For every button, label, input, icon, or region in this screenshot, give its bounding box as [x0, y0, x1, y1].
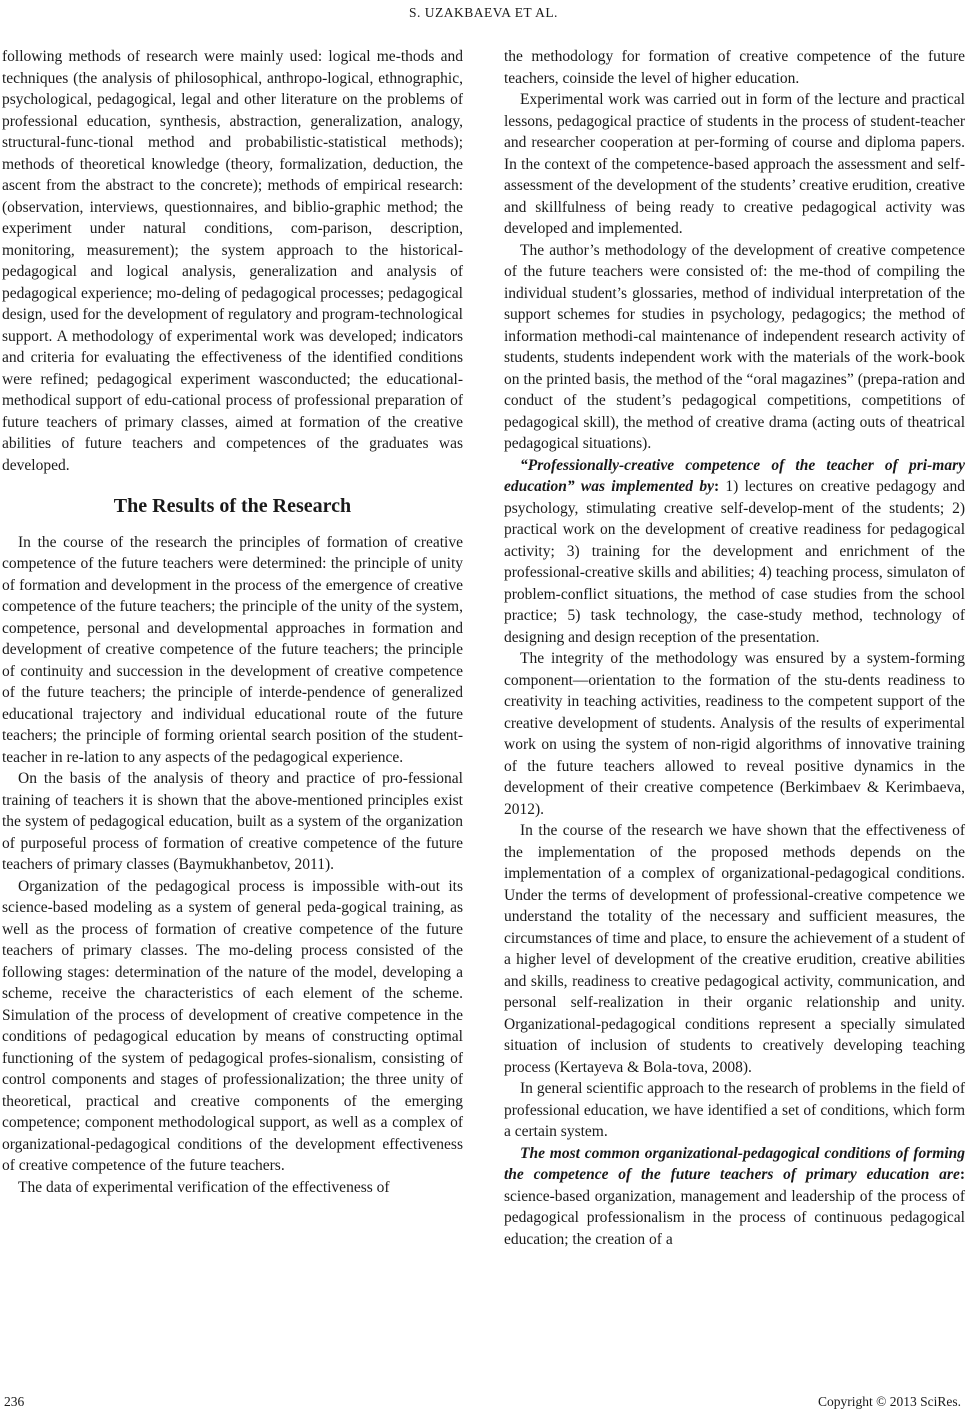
- body-paragraph: [504, 455, 965, 649]
- left-column: [2, 46, 463, 1198]
- page-number: 236: [4, 1394, 25, 1409]
- emphasis-text: The most common organizational-pedagogical conditions of forming the competence of the future teachers of primary education are: [504, 1144, 965, 1183]
- body-paragraph: On the basis of the analysis of theory and practice of pro-fessional training of teachers it is shown that the above-mentioned principles exist the system of pedagogical education, built as a system of the organization of purposeful process of formation of creative competence of the future teachers of primary classes (Baymukhanbetov, 2011).: [2, 770, 463, 873]
- body-paragraph: [504, 1143, 965, 1251]
- right-column: [504, 46, 965, 1250]
- body-text: 1) lectures on creative pedagogy and psychology, stimulating creative self-develop-ment of the students; 2) practical work on the development of creative readiness for pedagogical activity; 3) training for the development and enrichment of the professional-creative skills and abilities; 4) teaching process, simulaton of problem-conflict situations, the method of case studies from the school practice; 5) task technology, the case-study method, technology of designing and design reception of the presentation.: [504, 478, 965, 646]
- body-paragraph: The integrity of the methodology was ensured by a system-forming component—orientation to the formation of the stu-dents readiness to creativity in teaching activities, readiness to the competent support of the creative development of students. Analysis of the results of experimental work on using the system of non-rigid algorithms of innovative training of the future teachers allowed to reveal positive dynamics in the development of their creative competence (Berkimbaev & Kerimbaeva, 2012).: [504, 650, 965, 818]
- body-paragraph: the methodology for formation of creative competence of the future teachers, coinside the level of higher education.: [504, 48, 965, 87]
- body-paragraph: In general scientific approach to the research of problems in the field of professional education, we have identified a set of conditions, which form a certain system.: [504, 1080, 965, 1140]
- body-text: science-based organization, management and leadership of the process of pedagogical professionalism in the process of continuous pedagogical education; the creation of a: [504, 1187, 965, 1248]
- section-heading: The Results of the Research: [113, 495, 352, 517]
- body-paragraph: The data of experimental verification of the effectiveness of: [18, 1178, 390, 1196]
- body-paragraph: The author’s methodology of the development of creative competence of the future teachers were consisted of: the me-thod of compiling the individual student’s glossaries, method of individual interpretation of the support schemes for studies in psychology, pedagogics; the method of information methodi-cal maintenance of independent research activity of students, students independent work with the materials of the work-book on the printed basis, the method of the “oral magazines” (prepa-ration and conduct of the student’s pedagogical competitions, competitions of pedagogical skill), the method of creative drama (acting outs of theatrical pedagogical situations).: [504, 241, 965, 452]
- body-paragraph: In the course of the research we have shown that the effectiveness of the implementation of the proposed methods depends on the implementation of a complex of organizational-pedagogical conditions. Under the terms of development of professional-creative competence we understand the totality of the necessary and sufficient measures, the circumstances of time and place, to ensure the achievement of a student of a higher level of development of the creative erudition, creative abilities and skills, readiness to creative pedagogical activity, communication, and personal self-realization in their organic relationship and unity. Organizational-pedagogical conditions represent a specially simulated situation of inclusion of students to creatively developing teaching process (Kertayeva & Bola-tova, 2008).: [504, 822, 965, 1076]
- copyright-notice: Copyright © 2013 SciRes.: [817, 1394, 961, 1409]
- emphasis-colon: :: [713, 478, 720, 495]
- emphasis-colon: :: [959, 1166, 965, 1183]
- body-paragraph: Experimental work was carried out in form of the lecture and practical lessons, pedagogical practice of students in the process of student-teacher and researcher cooperation at per-forming of course and diploma papers. In the context of the competence-based approach the assessment and self-assessment of the development of the students’ creative erudition, creative and skillfulness of being ready to creative pedagogical activity was developed and implemented.: [504, 91, 965, 237]
- emphasis-text: “Professionally-creative competence of the teacher of pri-mary education” was implemented by: [504, 456, 965, 495]
- body-paragraph: In the course of the research the principles of formation of creative competence of the future teachers were determined: the principle of unity of formation and development in the process of the emergence of creative competence of the future teachers; the principle of the unity of the system, competence, personal and developmental approaches in formation and development of creative competence of the future teachers; the principle of continuity and succession in the development of creative competence of the future teachers; the principle of interde-pendence of generalized educational trajectory and individual educational route of the future teachers; the principle of forming oriental search position of the student-teacher in re-lation to any aspects of the pedagogical experience.: [2, 533, 463, 766]
- running-head: S. UZAKBAEVA ET AL.: [409, 5, 558, 20]
- body-paragraph: Organization of the pedagogical process is impossible with-out its science-based modeling as a system of general peda-gogical training, as well as the process of formation of creative competence of the future teachers of primary classes. The mo-deling process consisted of the following stages: determination of the nature of the model, developing a scheme, receive the characteristics of each element of the scheme. Simulation of the process of development of creative competence in the conditions of pedagogical education by means of constructing optimal functioning of the system of pedagogical profes-sionalism, consisting of control components and stages of professionalization; the three unity of theoretical, practical and creative components of the emerging competence; component methodological support, as well as a complex of organizational-pedagogical conditions of the development effectiveness of creative competence of the future teachers.: [2, 877, 463, 1174]
- body-paragraph: following methods of research were mainly used: logical me-thods and techniques (the analysis of philosophical, anthropo-logical, ethnographic, psychological, pedagogical, legal and other literature on the problems of professional education, synthesis, abstraction, generalization, analogy, structural-func-tional method and probabilistic-statistical methods); methods of theoretical knowledge (theory, formalization, deduction, the ascent from the abstract to the concrete); methods of empirical research: (observation, interviews, questionnaires, and biblio-graphic method; the experiment under natural conditions, com-parison, description, monitoring, measurement); the system approach to the historical-pedagogical and logical analysis, generalization and analysis of pedagogical experience; mo-deling of pedagogical processes; pedagogical design, used for the development of regulatory and program-technological support. A methodology of experimental work was developed; indicators and criteria for evaluating the effectiveness of the identified conditions were refined; pedagogical experiment wasconducted; the educational-methodical support of edu-cational process of professional preparation of future teachers of primary classes, aimed at formation of the creative abilities of future teachers and competences of the graduates was developed.: [2, 48, 463, 474]
